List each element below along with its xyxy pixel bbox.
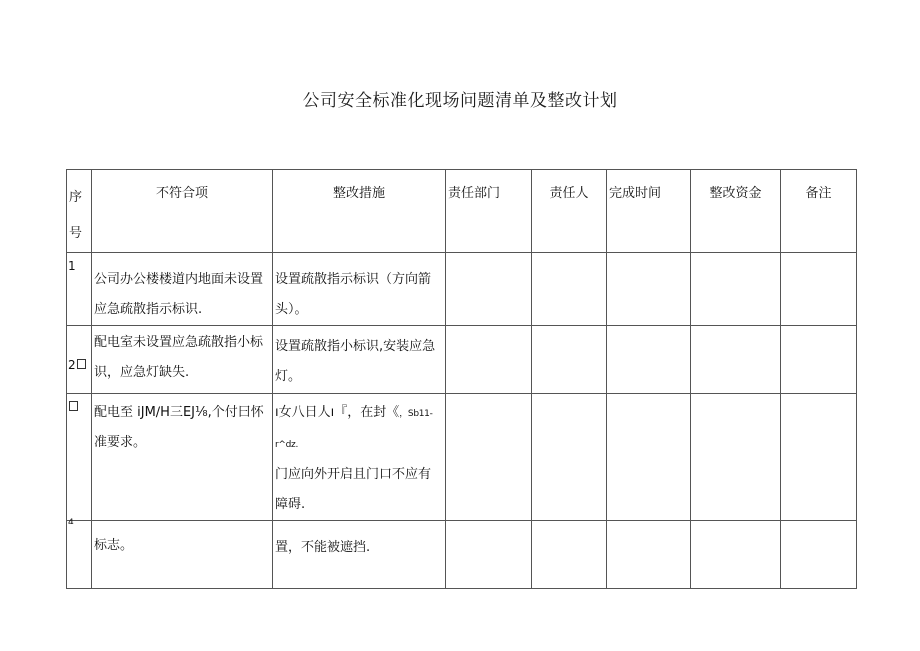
row-dept-cell (446, 253, 532, 326)
header-measure: 整改措施 (273, 170, 446, 253)
row-time-cell (607, 326, 691, 394)
table-row (67, 253, 857, 326)
issue-table (66, 169, 857, 589)
box-glyph-icon (77, 359, 86, 369)
measure-text-line1: ı女八日人ı『，在封《 (275, 405, 400, 420)
header-dept: 责任部门 (446, 170, 532, 253)
row-dept-cell (446, 521, 532, 589)
row-time-cell (607, 394, 691, 521)
row-measure-cell: 设置疏散指示标识（方向箭头）。 (273, 253, 446, 326)
header-person: 责任人 (532, 170, 607, 253)
header-issue: 不符合项 (92, 170, 273, 253)
row-measure-cell (273, 394, 446, 521)
row-issue-cell: 配电室未设置应急疏散指小标识，应急灯缺失. (92, 326, 273, 394)
row-seq-cell: 1 (67, 253, 92, 326)
row-fund-cell (691, 394, 781, 521)
header-time: 完成时间 (607, 170, 691, 253)
table-row (67, 326, 857, 394)
row-note-cell (781, 521, 857, 589)
row-issue-cell: 标志。 (92, 521, 273, 589)
row-person-cell (532, 394, 607, 521)
header-note: 备注 (781, 170, 857, 253)
table-row (67, 394, 857, 521)
row-fund-cell (691, 326, 781, 394)
row-note-cell (781, 253, 857, 326)
header-seq-line1: 序 (69, 190, 83, 205)
row-time-cell (607, 253, 691, 326)
row-person-cell (532, 326, 607, 394)
header-seq-line2: 号 (69, 226, 83, 241)
header-row (67, 170, 857, 253)
row-person-cell (532, 253, 607, 326)
row-seq-cell: 4 (67, 394, 92, 521)
row-issue-cell: 配电至 iJM∕H三EJ⅛,个付曰怀准要求。 (92, 394, 273, 521)
measure-text-line2: 门应向外开启且门口不应有障碍. (275, 467, 432, 512)
row-note-cell (781, 394, 857, 521)
row-fund-cell (691, 521, 781, 589)
row-dept-cell (446, 394, 532, 521)
header-fund: 整改资金 (691, 170, 781, 253)
row-dept-cell (446, 326, 532, 394)
measure-text-garbled: ，Sb11-r^dz. (275, 409, 433, 450)
box-glyph-icon (69, 401, 78, 411)
table-row (67, 521, 857, 589)
row-seq-number: 2 (68, 358, 76, 372)
row-time-cell (607, 521, 691, 589)
row-issue-cell: 公司办公楼楼道内地面未设置应急疏散指示标识. (92, 253, 273, 326)
header-seq (67, 170, 92, 253)
row-measure-cell: 置，不能被遮挡. (273, 521, 446, 589)
row-seq-cell (67, 326, 92, 394)
row-note-cell (781, 326, 857, 394)
row-fund-cell (691, 253, 781, 326)
page-title: 公司安全标准化现场问题清单及整改计划 (302, 91, 618, 111)
row-seq-cell (67, 521, 92, 589)
row-measure-cell: 设置疏散指小标识,安装应急灯。 (273, 326, 446, 394)
row-person-cell (532, 521, 607, 589)
